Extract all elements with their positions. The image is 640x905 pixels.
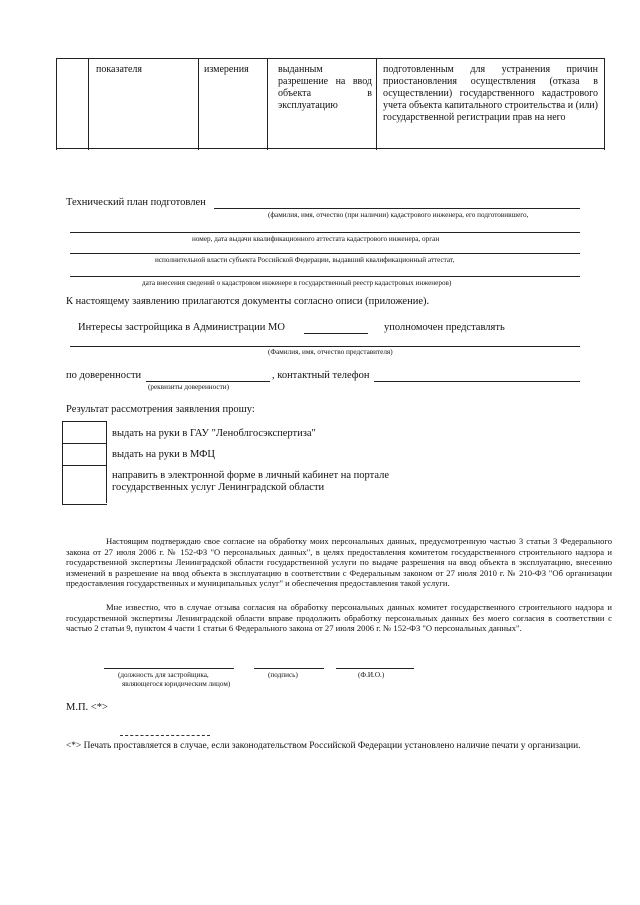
attachments-text: К настоящему заявлению прилагаются документы согласно описи (приложение). — [66, 296, 430, 307]
table-border — [88, 58, 89, 150]
option-laeg: выдать на руки в ГАУ "Леноблгосэкспертиза" — [112, 428, 316, 439]
phone-line[interactable] — [374, 381, 580, 382]
table-border — [604, 58, 605, 150]
table-border — [376, 58, 377, 150]
consent-paragraph-2: Мне известно, что в случае отзыва согласия на обработку персональных данных комитет государственного строительного надзора и государственной экспертизы Ленинградской области вправе продолжить обработку персональных данных без моего согласия в соответствии с частью 2 статьи 9, пунктом 4 части 1 статьи 6 Федерального закона от 27 июля 2006 г. № 152-ФЗ "О персональных данных". — [66, 602, 612, 634]
options-box-border — [106, 421, 107, 503]
signature-line[interactable] — [254, 668, 324, 669]
checkbox-laeg[interactable] — [64, 423, 104, 441]
mp-label: М.П. <*> — [66, 702, 108, 713]
footnote-separator — [120, 735, 210, 736]
interests-prefix: Интересы застройщика в Администрации МО — [78, 322, 285, 333]
representative-line[interactable] — [70, 346, 580, 347]
checkbox-mfc[interactable] — [64, 445, 104, 463]
table-cell-indicator: показателя — [96, 64, 143, 75]
result-title: Результат рассмотрения заявления прошу: — [66, 404, 255, 415]
interests-suffix: уполномочен представлять — [384, 322, 505, 333]
signature-hint: (подпись) — [268, 671, 298, 679]
tech-plan-hint: (фамилия, имя, отчество (при наличии) кадастрового инженера, его подготовившего, — [268, 211, 529, 219]
table-cell-unit: измерения — [204, 64, 249, 75]
checkbox-portal[interactable] — [64, 467, 104, 501]
table-border — [56, 58, 57, 150]
tech-plan-label: Технический план подготовлен — [66, 197, 206, 208]
options-divider — [62, 443, 106, 444]
table-bottom-line — [56, 148, 604, 149]
table-top-line — [56, 58, 604, 59]
tech-plan-hint: исполнительной власти субъекта Российской Федерации, выдавший квалификационный аттестат, — [155, 256, 455, 264]
proxy-label: по доверенности — [66, 370, 142, 381]
tech-plan-hint: номер, дата выдачи квалификационного аттестата кадастрового инженера, орган — [192, 235, 440, 243]
position-hint-2: являющегося юридическим лицом) — [122, 680, 231, 688]
tech-plan-line[interactable] — [70, 253, 580, 254]
proxy-hint: (реквизиты доверенности) — [148, 383, 229, 391]
footnote: <*> Печать проставляется в случае, если законодательством Российской Федерации установлено наличие печати у организации. — [66, 741, 581, 751]
option-mfc: выдать на руки в МФЦ — [112, 449, 216, 460]
proxy-line[interactable] — [146, 381, 270, 382]
options-divider — [62, 465, 106, 466]
fio-hint: (Ф.И.О.) — [358, 671, 385, 679]
interests-line[interactable] — [304, 333, 368, 334]
tech-plan-line[interactable] — [214, 208, 580, 209]
option-portal-2: государственных услуг Ленинградской области — [112, 482, 325, 493]
fio-line[interactable] — [336, 668, 414, 669]
tech-plan-hint: дата внесения сведений о кадастровом инженере в государственный реестр кадастровых инженеров) — [142, 279, 452, 287]
representative-hint: (Фамилия, имя, отчество представителя) — [268, 348, 393, 356]
table-border — [198, 58, 199, 150]
table-cell-permit: выданным разрешение на ввод объекта в эксплуатацию — [278, 64, 372, 111]
tech-plan-line[interactable] — [70, 232, 580, 233]
option-portal: направить в электронной форме в личный кабинет на портале — [112, 470, 389, 481]
phone-label: , контактный телефон — [272, 370, 370, 381]
table-border — [267, 58, 268, 150]
table-cell-prepared: подготовленным для устранения причин приостановления осуществления (отказа в осуществлении) государственного кадастрового учета объекта капитального строительства и (или) государственной регистрации прав на него — [383, 64, 598, 123]
tech-plan-line[interactable] — [70, 276, 580, 277]
consent-paragraph-1: Настоящим подтверждаю свое согласие на обработку моих персональных данных, предусмотренную частью 3 статьи 3 Федерального закона от 27 июля 2006 г. № 152-ФЗ "О персональных данных", в целях предоставления комитетом государственного строительного надзора и государственной экспертизы Ленинградской области государственной услуги по выдаче разрешения на ввод объекта в эксплуатацию, внесению изменений в разрешение на ввод объекта в эксплуатацию в соответствии с Федеральным законом от 27 июля 2010 г. № 210-ФЗ "Об организации предоставления государственных и муниципальных услуг" и обеспечения предоставления такой услуги. — [66, 536, 612, 589]
position-line[interactable] — [104, 668, 234, 669]
position-hint: (должность для застройщика, — [118, 671, 209, 679]
